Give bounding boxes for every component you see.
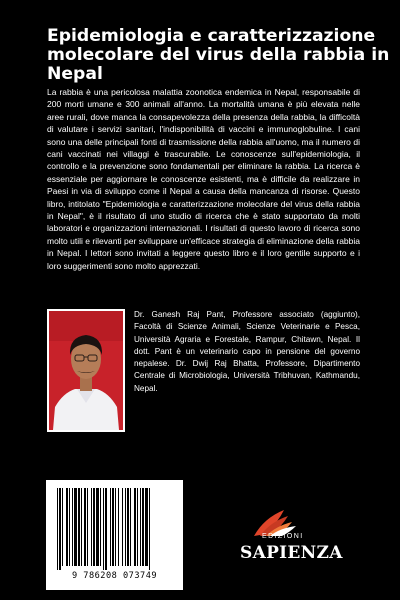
barcode-bar [105, 488, 107, 570]
barcode-bar [100, 488, 101, 566]
barcode-bar [81, 488, 82, 566]
barcode-bar [96, 488, 99, 566]
barcode-bar [74, 488, 77, 566]
author-portrait-image [49, 311, 123, 430]
barcode-bar [62, 488, 63, 566]
barcode-bar [69, 488, 70, 566]
barcode-bar [103, 488, 104, 570]
author-photo [47, 309, 125, 432]
barcode-bar [125, 488, 126, 566]
publisher-logo [240, 506, 360, 572]
barcode-bar [91, 488, 92, 566]
barcode-bar [72, 488, 73, 566]
book-title: Epidemiologia e caratterizzazione molecolare del virus della rabbia in Nepal [47, 26, 390, 84]
barcode-bar [145, 488, 148, 566]
barcode-bar [122, 488, 123, 566]
barcode-bar [112, 488, 114, 566]
barcode-bars [46, 480, 183, 572]
barcode-bar [137, 488, 138, 566]
publisher-edizioni: EDIZIONI [262, 533, 304, 540]
barcode-bar [130, 488, 131, 566]
author-bio: Dr. Ganesh Raj Pant, Professore associato (aggiunto), Facoltà di Scienze Animali, Scienze Veterinarie e Pesca, Università Agraria e Forestale, Rampur, Chitawn, Nepal. Il dott. Pant è un veterinario capo in pensione del governo nepalese. Dr. Dwij Raj Bhatta, Professore, Dipartimento Centrale di Microbiologia, Università Tribhuvan, Kathmandu, Nepal. [134, 310, 360, 393]
barcode-bar [59, 488, 61, 570]
barcode-bar [115, 488, 116, 566]
barcode-bar [93, 488, 95, 566]
barcode-bar [118, 488, 119, 566]
barcode-bar [142, 488, 144, 566]
barcode-bar [87, 488, 88, 566]
isbn-barcode [46, 480, 183, 590]
barcode-bar [149, 488, 150, 570]
barcode-number: 9 786208 073749 [71, 571, 158, 581]
publisher-name: SAPIENZA [240, 543, 343, 563]
barcode-bar [57, 488, 58, 570]
barcode-bar [140, 488, 141, 566]
barcode-bar [110, 488, 111, 566]
book-summary: La rabbia è una pericolosa malattia zoonotica endemica in Nepal, responsabile di 200 morti umane e 300 animali all'anno. La mortalità umana è più elevata nelle aree rurali, dove manca la consapevolezza della presenza della rabbia, la difficoltà di valutare i servizi sanitari, l'indisponibilità di vaccini e immunoglobuline. I cani sono una delle principali fonti di trasmissione della rabbia all'uomo, ma il numero di cani vaccinati nei villaggi è trascurabile. Le conoscenze sull'epidemiologia, il controllo e la prevenzione sono fondamentali per eliminare la rabbia. La ricerca è essenziale per aggiornare le conoscenze esistenti, ma è difficile da realizzare in Paesi in via di sviluppo come il Nepal a causa della mancanza di risorse. Questo libro, intitolato "Epidemiologia e caratterizzazione molecolare del virus della rabbia in Nepal", è il risultato di uno studio di ricerca che è stato supportato da molti laboratori e organizzazioni internazionali. I risultati di questo lavoro di ricerca sono molto utili e rilevanti per sviluppare un'efficace strategia di eliminazione della rabbia in Nepal. I lettori sono invitati a leggere questo libro e il loro gentile supporto e i loro suggerimenti sono molto apprezzati. [47, 87, 360, 271]
barcode-bar [66, 488, 68, 566]
barcode-bar [84, 488, 86, 566]
barcode-bar [127, 488, 129, 566]
barcode-bar [134, 488, 136, 566]
barcode-bar [78, 488, 80, 566]
